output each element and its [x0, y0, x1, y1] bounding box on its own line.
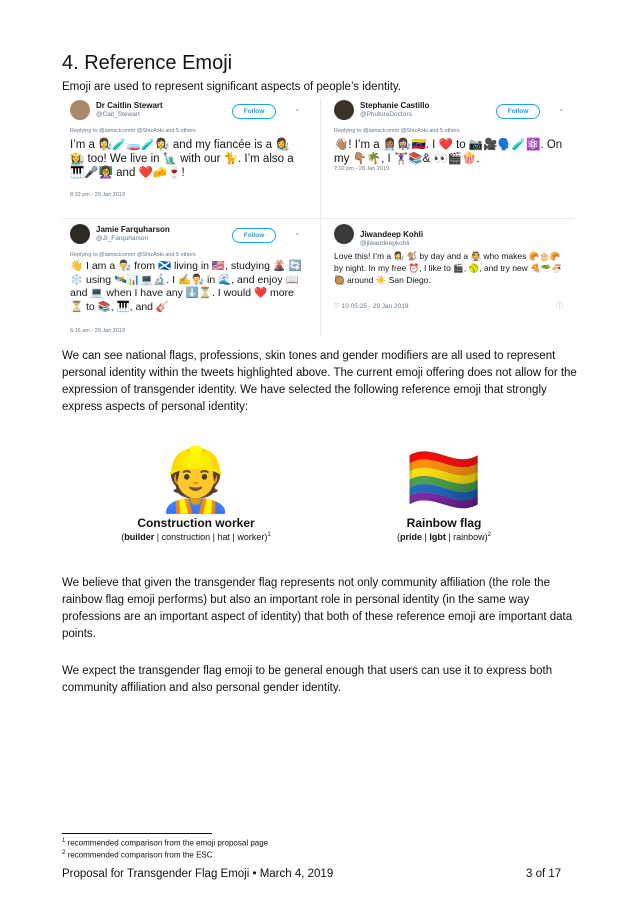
emoji-title: Rainbow flag	[406, 516, 482, 530]
tweet-author-handle: @Cait_Stewart	[96, 111, 140, 118]
tweet-time: 8:33 pm - 29 Jan 2019	[70, 192, 126, 198]
follow-button: Follow	[496, 104, 540, 119]
follow-button: Follow	[232, 228, 276, 243]
emoji-keywords: (pride | lgbt | rainbow)$^2$	[396, 532, 492, 542]
page-number: 3 of 17	[526, 868, 562, 880]
tweet-text: I’m a 👩‍🔬🧪🧫🧪👩‍🔬 and my fiancée is a 👩‍🎨 👩‍🌾 too! We live in 🗽 with our 🐈. I’m also a 🎹🎤👩‍🏫 and ❤️🧀🍷!	[70, 139, 294, 179]
tweet-reply-context: Replying to @iamscicomm @ShizAoki and 5 others	[70, 252, 196, 258]
avatar	[334, 100, 354, 120]
section-heading: 4. Reference Emoji	[62, 52, 233, 74]
reference-emoji-rainbow-flag	[356, 446, 532, 542]
avatar	[70, 224, 90, 244]
footnote	[62, 838, 268, 848]
tweet-card	[62, 222, 310, 334]
avatar	[334, 224, 354, 244]
emoji-keywords: (builder | construction | hat | worker)$^1$	[121, 532, 271, 542]
tweet-card	[326, 222, 574, 334]
footnote-mark: 2	[62, 850, 66, 856]
info-icon: ⓘ	[556, 303, 563, 310]
tweet-author-handle: @PhutureDoctors	[360, 111, 412, 118]
tweet-author-handle: @JI_Farquharson	[96, 235, 149, 242]
tweet-time: 6:16 am - 29 Jan 2019	[70, 328, 126, 334]
footnote-marker: 2	[487, 532, 492, 538]
tweet-card	[326, 98, 574, 210]
emoji-title: Construction worker	[137, 516, 255, 530]
intro-text: Emoji are used to represent significant aspects of people’s identity.	[62, 81, 402, 93]
tweet-text: 👋 I am a 👨‍🔬 from 🏴󠁧󠁢󠁳󠁣󠁴󠁿 living in 🇺🇸, studying 🌋 🔄 ❄️ using 🛰️📊💻🔬. I ✍️👨‍🔬 in 🌊, and enjoy 📖 and 💻 when I have any ⬇️⏳. I would ❤️ more ⏳ to 📚, 🎹, and 🎸	[70, 260, 302, 313]
paragraph-identity: We can see national flags, professions, skin tones and gender modifiers are all used to represent personal identity within the tweets highlighted above. The current emoji offering does not allow for the expression of transgender identity. We have selected the following reference emoji that strongly express aspects of personal identity:	[62, 350, 577, 413]
tweet-author-handle: @jiwandeepkohli	[360, 240, 410, 247]
tweet-author-name: Jamie Farquharson	[96, 225, 170, 234]
emoji-keyword-primary: builder	[124, 532, 155, 542]
tweet-author-name: Stephanie Castillo	[360, 101, 430, 110]
tweet-author-name: Jiwandeep Kohli	[360, 230, 424, 239]
footnote	[62, 850, 213, 860]
tweet-screenshots	[62, 98, 574, 336]
emoji-keywords-rest: | rainbow)	[445, 532, 488, 542]
chevron-down-icon: ⌄	[294, 104, 301, 113]
rainbow-flag-icon: 🏳️‍🌈	[405, 446, 483, 515]
tweet-text: Love this! I’m a 👩‍🔬 🐒 by day and a 👰 who makes 🥐🎂🥐 by night. In my free ⏰, I like to 🎬, 🥎, and try new 🍕🥗🍜🥘 around ☀️ San Diego.	[334, 251, 562, 285]
tweet-divider-vertical	[320, 98, 321, 336]
tweet-reply-context: Replying to @iamscicomm @ShizAoki and 5 others	[334, 128, 460, 134]
chevron-down-icon: ⌄	[294, 228, 301, 237]
chevron-down-icon: ⌄	[558, 104, 565, 113]
footnote-text: recommended comparison from the ESC	[65, 850, 213, 860]
emoji-keyword-second: lgbt	[429, 532, 446, 542]
tweet-author-name: Dr Caitlin Stewart	[96, 101, 163, 110]
tweet-card	[62, 98, 310, 210]
follow-button: Follow	[232, 104, 276, 119]
footnote-text: recommended comparison from the emoji proposal page	[65, 838, 269, 848]
footnote-marker: 1	[267, 532, 271, 538]
tweet-stats: ♡ 10 05:25 - 29 Jan 2019	[334, 303, 409, 310]
tweet-divider-horizontal	[62, 218, 574, 219]
tweet-reply-context: Replying to @iamscicomm @ShizAoki and 5 others	[70, 128, 196, 134]
emoji-keyword-primary: pride	[399, 532, 422, 542]
tweet-text: 👋🏽! I’m a 👩🏽‍⚕️👩🏽‍🔬🇻🇪. I ❤️ to 📷🎥🗣️🧪⚛️. On my 👇🏽🌴, I 🏋🏽‍♀️📚& 👀🎬🍿.	[334, 139, 563, 165]
footnote-mark: 1	[62, 838, 66, 844]
reference-emoji-construction-worker	[96, 446, 296, 542]
footnote-rule	[62, 833, 212, 834]
emoji-keywords-rest: | construction | hat | worker)	[154, 532, 268, 542]
footer-title: Proposal for Transgender Flag Emoji • March 4, 2019	[62, 868, 334, 880]
paragraph-affiliation: We believe that given the transgender flag represents not only community affiliation (the role the rainbow flag emoji performs) but also an important role in personal identity (in the same way professions are an important aspect of identity) that both of these reference emoji are important data points.	[62, 577, 573, 640]
paragraph-expectation: We expect the transgender flag emoji to be general enough that users can use it to express both community affiliation and also personal gender identity.	[62, 665, 553, 694]
avatar	[70, 100, 90, 120]
tweet-time: 7:02 pm - 28 Jan 2019	[334, 166, 390, 172]
construction-worker-icon: 👷	[157, 446, 235, 515]
